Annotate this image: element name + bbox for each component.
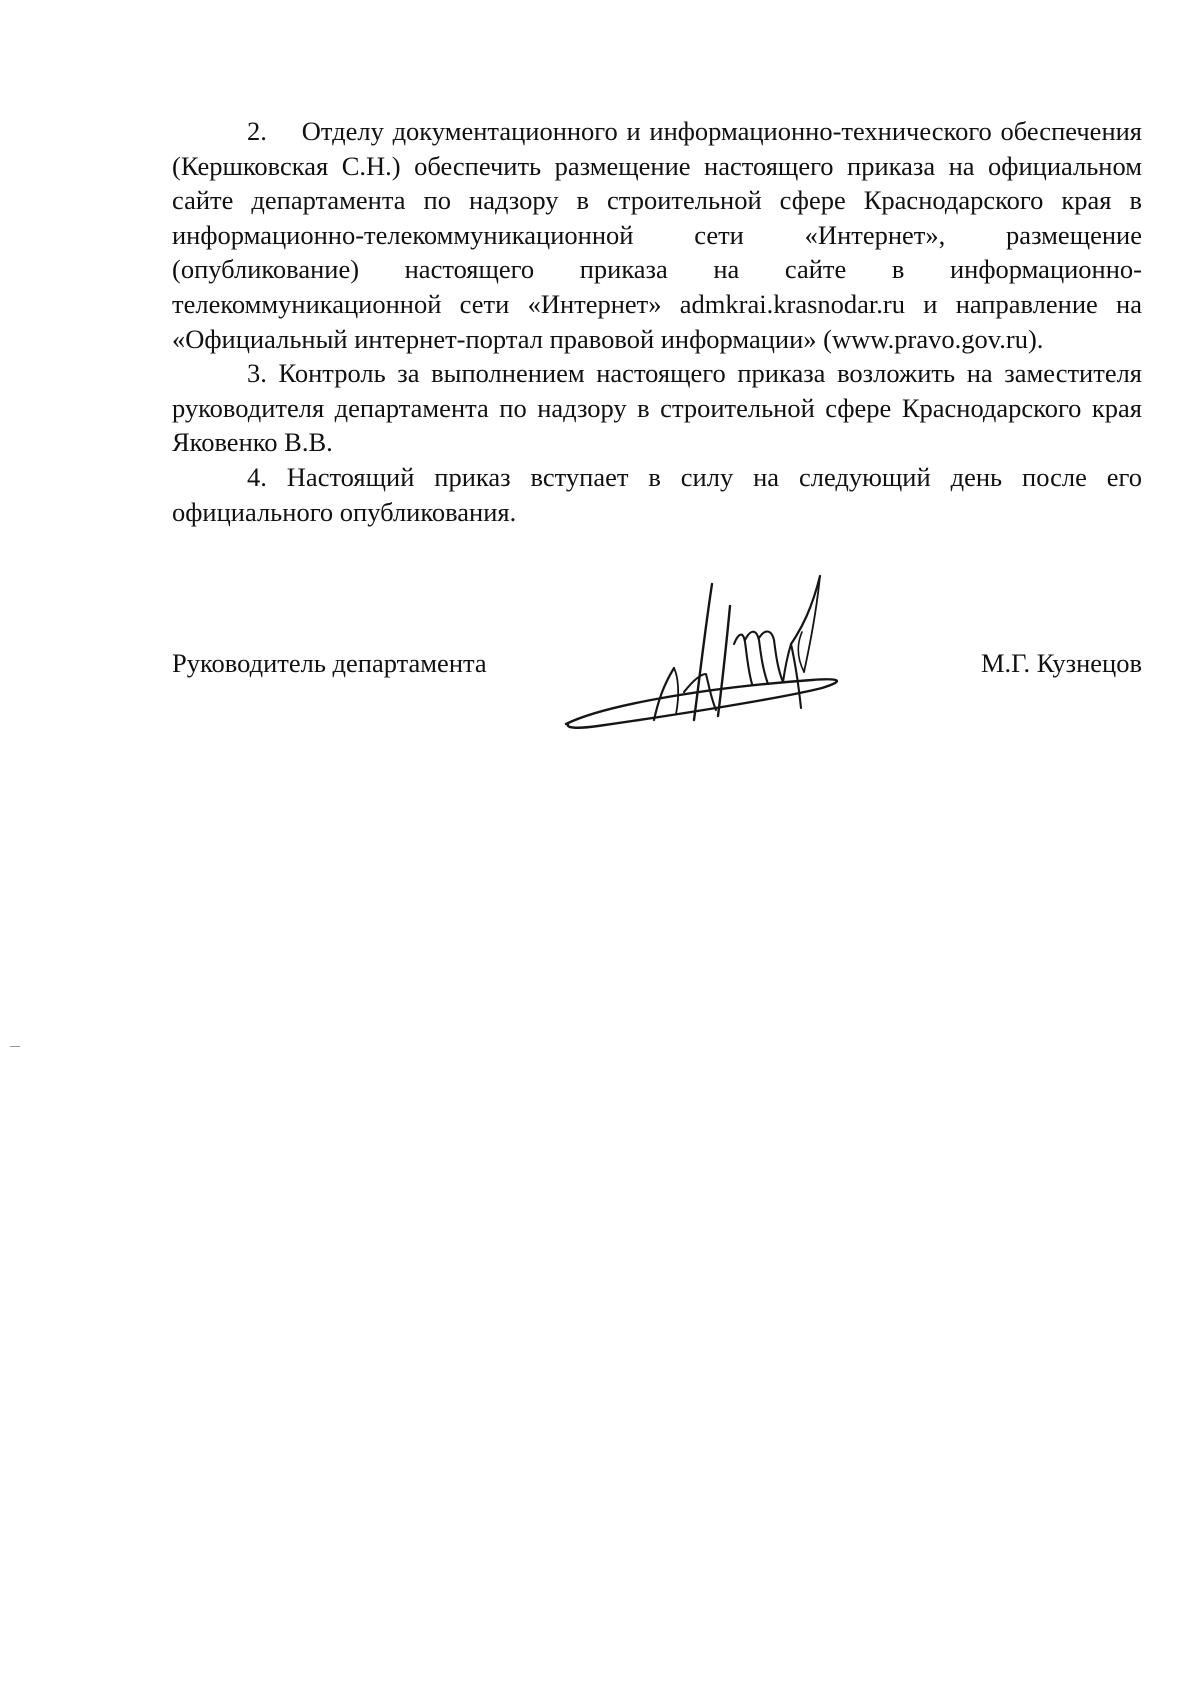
scan-edge-mark [10, 1046, 20, 1047]
handwritten-signature [562, 560, 862, 740]
document-body [172, 114, 1142, 529]
paragraph-item-2: 2. Отделу документационного и информационно-технического обеспечения (Кершковская С.Н.) обеспечить размещение настоящего приказа на официальном сайте департамента по надзору в строительной сфере Краснодарского края в информационно-телекоммуникационной сети «Интернет», размещение (опубликование) настоящего приказа на сайте в информационно-телекоммуникационной сети «Интернет» admkrai.krasnodar.ru и направление на «Официальный интернет-портал правовой информации» (www.pravo.gov.ru). [172, 116, 1142, 354]
signature-block [172, 560, 1142, 740]
paragraph-item-3: 3. Контроль за выполнением настоящего приказа возложить на заместителя руководителя департамента по надзору в строительной сфере Краснодарского края Яковенко В.В. [172, 358, 1142, 458]
paragraph-item-4: 4. Настоящий приказ вступает в силу на следующий день после его официального опубликования. [172, 461, 1142, 527]
signer-name: М.Г. Кузнецов [980, 648, 1142, 678]
signer-title: Руководитель департамента [172, 648, 487, 678]
